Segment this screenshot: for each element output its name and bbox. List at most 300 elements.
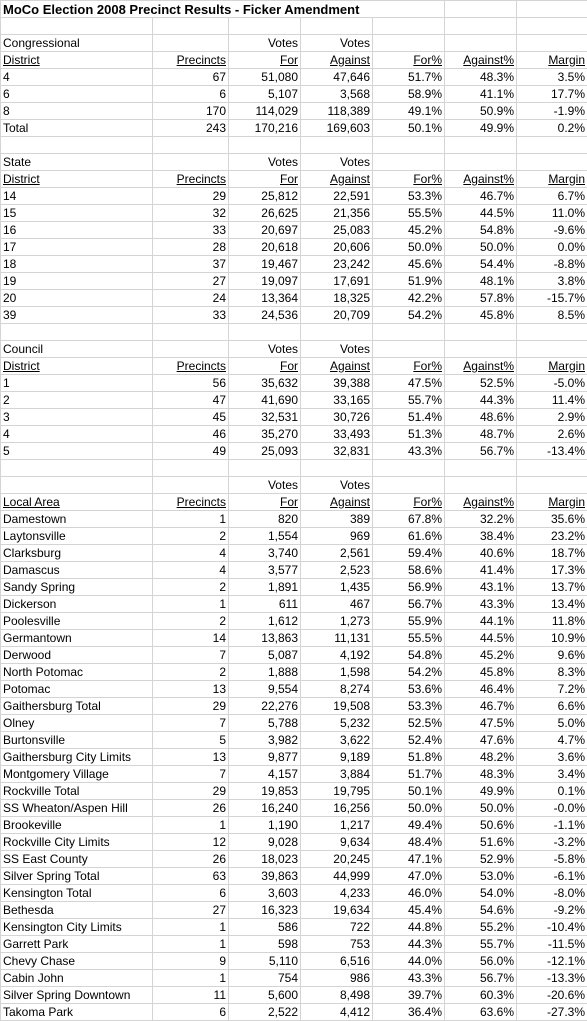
cell[interactable] (1, 137, 153, 154)
cell-against-pct[interactable]: 41.4% (445, 562, 517, 579)
cell-district[interactable]: 2 (1, 392, 153, 409)
cell-margin[interactable]: -6.1% (517, 868, 587, 885)
column-header-precincts[interactable]: Precincts (153, 358, 229, 375)
cell-margin[interactable]: -13.3% (517, 970, 587, 987)
cell-precincts[interactable]: 26 (153, 851, 229, 868)
cell-margin[interactable]: 5.0% (517, 715, 587, 732)
cell-margin[interactable]: 2.9% (517, 409, 587, 426)
cell-district[interactable]: 5 (1, 443, 153, 460)
cell-votes-against[interactable]: 9,634 (301, 834, 373, 851)
cell-precincts[interactable]: 6 (153, 1004, 229, 1021)
cell-votes-against[interactable]: 8,274 (301, 681, 373, 698)
cell-precincts[interactable]: 47 (153, 392, 229, 409)
cell-precincts[interactable]: 11 (153, 987, 229, 1004)
cell-margin[interactable]: 11.4% (517, 392, 587, 409)
votes-label[interactable]: Votes (229, 477, 301, 494)
cell-precincts[interactable]: 12 (153, 834, 229, 851)
cell-votes-for[interactable]: 19,467 (229, 256, 301, 273)
cell-against-pct[interactable]: 50.0% (445, 239, 517, 256)
cell-district[interactable]: 6 (1, 86, 153, 103)
cell-against-pct[interactable]: 63.6% (445, 1004, 517, 1021)
cell-against-pct[interactable]: 48.2% (445, 749, 517, 766)
cell-precincts[interactable]: 29 (153, 783, 229, 800)
cell-for-pct[interactable]: 55.5% (373, 630, 445, 647)
cell-precincts[interactable]: 1 (153, 817, 229, 834)
cell-district[interactable]: 16 (1, 222, 153, 239)
cell-votes-for[interactable]: 22,276 (229, 698, 301, 715)
column-header-district[interactable]: District (1, 358, 153, 375)
cell-votes-for[interactable]: 19,853 (229, 783, 301, 800)
cell-district[interactable]: Sandy Spring (1, 579, 153, 596)
cell-district[interactable]: 20 (1, 290, 153, 307)
cell-votes-against[interactable]: 6,516 (301, 953, 373, 970)
cell-precincts[interactable]: 2 (153, 664, 229, 681)
cell-against-pct[interactable]: 32.2% (445, 511, 517, 528)
cell-votes-against[interactable]: 44,999 (301, 868, 373, 885)
cell-precincts[interactable]: 9 (153, 953, 229, 970)
cell-margin[interactable]: 13.7% (517, 579, 587, 596)
cell-votes-for[interactable]: 1,190 (229, 817, 301, 834)
cell-votes-against[interactable]: 4,233 (301, 885, 373, 902)
cell-for-pct[interactable]: 54.2% (373, 307, 445, 324)
cell-against-pct[interactable]: 52.9% (445, 851, 517, 868)
cell-precincts[interactable]: 4 (153, 545, 229, 562)
cell[interactable] (445, 137, 517, 154)
cell-votes-against[interactable]: 23,242 (301, 256, 373, 273)
cell-against-pct[interactable]: 44.5% (445, 630, 517, 647)
cell-votes-for[interactable]: 9,877 (229, 749, 301, 766)
cell-precincts[interactable]: 56 (153, 375, 229, 392)
cell-margin[interactable]: -3.2% (517, 834, 587, 851)
cell-margin[interactable]: -1.1% (517, 817, 587, 834)
cell-for-pct[interactable]: 51.7% (373, 69, 445, 86)
cell-votes-for[interactable]: 9,554 (229, 681, 301, 698)
cell-margin[interactable]: 13.4% (517, 596, 587, 613)
cell[interactable] (153, 18, 229, 35)
cell-votes-against[interactable]: 753 (301, 936, 373, 953)
cell-district[interactable]: Kensington Total (1, 885, 153, 902)
cell-for-pct[interactable]: 51.7% (373, 766, 445, 783)
cell-precincts[interactable]: 7 (153, 647, 229, 664)
cell-votes-against[interactable]: 21,356 (301, 205, 373, 222)
cell-votes-against[interactable]: 1,435 (301, 579, 373, 596)
cell-against-pct[interactable]: 48.3% (445, 766, 517, 783)
cell-precincts[interactable]: 32 (153, 205, 229, 222)
cell-votes-against[interactable]: 17,691 (301, 273, 373, 290)
cell-votes-for[interactable]: 1,554 (229, 528, 301, 545)
column-header-district[interactable]: District (1, 52, 153, 69)
cell-margin[interactable]: 0.1% (517, 783, 587, 800)
cell-district[interactable]: SS East County (1, 851, 153, 868)
cell-margin[interactable]: 17.3% (517, 562, 587, 579)
cell[interactable] (1, 324, 153, 341)
cell-against-pct[interactable]: 44.5% (445, 205, 517, 222)
cell-margin[interactable]: 6.6% (517, 698, 587, 715)
column-header-district[interactable]: District (1, 171, 153, 188)
cell[interactable] (373, 341, 445, 358)
cell-votes-for[interactable]: 24,536 (229, 307, 301, 324)
cell[interactable] (229, 324, 301, 341)
cell-votes-against[interactable]: 2,523 (301, 562, 373, 579)
cell[interactable] (153, 137, 229, 154)
cell-votes-for[interactable]: 3,982 (229, 732, 301, 749)
cell-for-pct[interactable]: 49.4% (373, 817, 445, 834)
cell-for-pct[interactable]: 47.0% (373, 868, 445, 885)
cell-votes-for[interactable]: 5,600 (229, 987, 301, 1004)
cell-precincts[interactable]: 33 (153, 222, 229, 239)
cell[interactable] (301, 460, 373, 477)
cell-margin[interactable]: 3.5% (517, 69, 587, 86)
cell-margin[interactable]: 3.8% (517, 273, 587, 290)
cell-district[interactable]: Olney (1, 715, 153, 732)
cell-votes-against[interactable]: 32,831 (301, 443, 373, 460)
cell-district[interactable]: Derwood (1, 647, 153, 664)
cell-for-pct[interactable]: 44.8% (373, 919, 445, 936)
cell-for-pct[interactable]: 36.4% (373, 1004, 445, 1021)
cell-votes-against[interactable]: 33,165 (301, 392, 373, 409)
cell[interactable] (517, 460, 587, 477)
cell-district[interactable]: Gaithersburg Total (1, 698, 153, 715)
cell-for-pct[interactable]: 50.1% (373, 783, 445, 800)
cell-votes-for[interactable]: 35,270 (229, 426, 301, 443)
cell-votes-for[interactable]: 20,618 (229, 239, 301, 256)
cell-district[interactable]: Dickerson (1, 596, 153, 613)
cell-for-pct[interactable]: 52.5% (373, 715, 445, 732)
cell-for-pct[interactable]: 46.0% (373, 885, 445, 902)
cell-precincts[interactable]: 2 (153, 613, 229, 630)
cell-margin[interactable]: -5.8% (517, 851, 587, 868)
cell-against-pct[interactable]: 41.1% (445, 86, 517, 103)
column-header-against-pct[interactable]: Against% (445, 358, 517, 375)
cell-district[interactable]: Silver Spring Downtown (1, 987, 153, 1004)
cell-votes-against[interactable]: 22,591 (301, 188, 373, 205)
cell[interactable] (229, 18, 301, 35)
cell[interactable] (445, 324, 517, 341)
cell[interactable] (517, 324, 587, 341)
cell-against-pct[interactable]: 48.6% (445, 409, 517, 426)
cell-precincts[interactable]: 14 (153, 630, 229, 647)
cell-for-pct[interactable]: 47.5% (373, 375, 445, 392)
cell-against-pct[interactable]: 46.7% (445, 188, 517, 205)
cell[interactable] (373, 154, 445, 171)
cell-against-pct[interactable]: 48.7% (445, 426, 517, 443)
cell-precincts[interactable]: 67 (153, 69, 229, 86)
cell-district[interactable]: North Potomac (1, 664, 153, 681)
cell-for-pct[interactable]: 56.9% (373, 579, 445, 596)
column-header-votes-against[interactable]: Against (301, 171, 373, 188)
cell-margin[interactable]: 9.6% (517, 647, 587, 664)
cell-votes-against[interactable]: 3,884 (301, 766, 373, 783)
cell-margin[interactable]: 10.9% (517, 630, 587, 647)
cell-precincts[interactable]: 49 (153, 443, 229, 460)
cell-votes-for[interactable]: 39,863 (229, 868, 301, 885)
cell-against-pct[interactable]: 51.6% (445, 834, 517, 851)
cell-margin[interactable]: -27.3% (517, 1004, 587, 1021)
cell-margin[interactable]: 3.6% (517, 749, 587, 766)
cell[interactable] (1, 460, 153, 477)
cell-votes-for[interactable]: 26,625 (229, 205, 301, 222)
cell-votes-for[interactable]: 5,087 (229, 647, 301, 664)
cell-district[interactable]: 4 (1, 69, 153, 86)
cell-district[interactable]: Clarksburg (1, 545, 153, 562)
cell-votes-for[interactable]: 820 (229, 511, 301, 528)
cell-margin[interactable]: 17.7% (517, 86, 587, 103)
cell-votes-for[interactable]: 9,028 (229, 834, 301, 851)
cell-district[interactable]: Kensington City Limits (1, 919, 153, 936)
cell-votes-against[interactable]: 969 (301, 528, 373, 545)
cell-precincts[interactable]: 33 (153, 307, 229, 324)
cell[interactable] (445, 18, 517, 35)
cell[interactable] (517, 35, 587, 52)
cell-margin[interactable]: 7.2% (517, 681, 587, 698)
cell-for-pct[interactable]: 58.6% (373, 562, 445, 579)
cell-district[interactable]: Silver Spring Total (1, 868, 153, 885)
cell-against-pct[interactable]: 47.6% (445, 732, 517, 749)
cell-margin[interactable]: 11.0% (517, 205, 587, 222)
column-header-votes-for[interactable]: For (229, 52, 301, 69)
column-header-district[interactable]: Local Area (1, 494, 153, 511)
cell-margin[interactable]: 0.2% (517, 120, 587, 137)
cell-votes-against[interactable]: 4,412 (301, 1004, 373, 1021)
cell-against-pct[interactable]: 56.0% (445, 953, 517, 970)
cell[interactable] (229, 137, 301, 154)
cell-precincts[interactable]: 7 (153, 715, 229, 732)
cell-votes-for[interactable]: 25,093 (229, 443, 301, 460)
cell-margin[interactable]: 0.0% (517, 239, 587, 256)
cell-votes-for[interactable]: 35,632 (229, 375, 301, 392)
cell-votes-against[interactable]: 16,256 (301, 800, 373, 817)
cell-precincts[interactable]: 6 (153, 86, 229, 103)
cell-votes-for[interactable]: 20,697 (229, 222, 301, 239)
cell-margin[interactable]: -10.4% (517, 919, 587, 936)
cell-votes-for[interactable]: 598 (229, 936, 301, 953)
cell-against-pct[interactable]: 54.6% (445, 902, 517, 919)
cell-for-pct[interactable]: 50.0% (373, 800, 445, 817)
cell-votes-against[interactable]: 1,217 (301, 817, 373, 834)
cell-votes-for[interactable]: 114,029 (229, 103, 301, 120)
cell-margin[interactable]: -12.1% (517, 953, 587, 970)
cell-votes-against[interactable]: 39,388 (301, 375, 373, 392)
cell[interactable] (153, 154, 229, 171)
cell-for-pct[interactable]: 43.3% (373, 443, 445, 460)
cell-against-pct[interactable]: 43.3% (445, 596, 517, 613)
cell-precincts[interactable]: 27 (153, 902, 229, 919)
cell-votes-against[interactable]: 8,498 (301, 987, 373, 1004)
cell-votes-for[interactable]: 51,080 (229, 69, 301, 86)
cell-district[interactable]: Cabin John (1, 970, 153, 987)
cell[interactable] (373, 460, 445, 477)
cell-district[interactable]: Germantown (1, 630, 153, 647)
cell-for-pct[interactable]: 58.9% (373, 86, 445, 103)
section-group-label[interactable]: State (1, 154, 153, 171)
cell-for-pct[interactable]: 44.0% (373, 953, 445, 970)
cell-margin[interactable]: -8.8% (517, 256, 587, 273)
cell-margin[interactable]: 8.3% (517, 664, 587, 681)
cell-margin[interactable]: -0.0% (517, 800, 587, 817)
cell-against-pct[interactable]: 50.6% (445, 817, 517, 834)
cell-for-pct[interactable]: 49.1% (373, 103, 445, 120)
cell[interactable] (301, 137, 373, 154)
cell-for-pct[interactable]: 56.7% (373, 596, 445, 613)
cell-margin[interactable]: 6.7% (517, 188, 587, 205)
cell-against-pct[interactable]: 40.6% (445, 545, 517, 562)
cell-against-pct[interactable]: 55.2% (445, 919, 517, 936)
cell-votes-against[interactable]: 20,709 (301, 307, 373, 324)
cell-against-pct[interactable]: 45.8% (445, 664, 517, 681)
cell-votes-for[interactable]: 1,891 (229, 579, 301, 596)
cell-precincts[interactable]: 29 (153, 698, 229, 715)
cell-district[interactable]: 15 (1, 205, 153, 222)
column-header-for-pct[interactable]: For% (373, 52, 445, 69)
cell-votes-against[interactable]: 986 (301, 970, 373, 987)
cell-votes-against[interactable]: 1,598 (301, 664, 373, 681)
cell[interactable] (517, 1, 587, 18)
cell-votes-for[interactable]: 1,612 (229, 613, 301, 630)
cell-margin[interactable]: 11.8% (517, 613, 587, 630)
cell[interactable] (445, 35, 517, 52)
column-header-precincts[interactable]: Precincts (153, 494, 229, 511)
cell-votes-against[interactable]: 11,131 (301, 630, 373, 647)
votes-label[interactable]: Votes (301, 341, 373, 358)
cell-votes-against[interactable]: 18,325 (301, 290, 373, 307)
cell-margin[interactable]: -15.7% (517, 290, 587, 307)
cell-for-pct[interactable]: 48.4% (373, 834, 445, 851)
column-header-votes-for[interactable]: For (229, 171, 301, 188)
cell-for-pct[interactable]: 54.2% (373, 664, 445, 681)
column-header-for-pct[interactable]: For% (373, 494, 445, 511)
cell-votes-against[interactable]: 20,245 (301, 851, 373, 868)
votes-label[interactable]: Votes (229, 154, 301, 171)
cell-for-pct[interactable]: 55.5% (373, 205, 445, 222)
cell-against-pct[interactable]: 55.7% (445, 936, 517, 953)
cell-votes-against[interactable]: 25,083 (301, 222, 373, 239)
cell-for-pct[interactable]: 53.3% (373, 188, 445, 205)
cell-votes-against[interactable]: 3,568 (301, 86, 373, 103)
cell-votes-for[interactable]: 5,110 (229, 953, 301, 970)
cell-precincts[interactable]: 7 (153, 766, 229, 783)
cell-precincts[interactable]: 1 (153, 511, 229, 528)
cell-precincts[interactable]: 13 (153, 681, 229, 698)
cell-for-pct[interactable]: 50.0% (373, 239, 445, 256)
cell-against-pct[interactable]: 44.1% (445, 613, 517, 630)
column-header-votes-for[interactable]: For (229, 494, 301, 511)
cell-votes-for[interactable]: 4,157 (229, 766, 301, 783)
cell-against-pct[interactable]: 50.9% (445, 103, 517, 120)
cell-against-pct[interactable]: 46.7% (445, 698, 517, 715)
cell-district[interactable]: Laytonsville (1, 528, 153, 545)
cell-margin[interactable]: -13.4% (517, 443, 587, 460)
cell-margin[interactable]: -9.6% (517, 222, 587, 239)
cell-district[interactable]: 17 (1, 239, 153, 256)
cell-votes-against[interactable]: 19,634 (301, 902, 373, 919)
cell-against-pct[interactable]: 56.7% (445, 443, 517, 460)
cell-for-pct[interactable]: 51.8% (373, 749, 445, 766)
column-header-against-pct[interactable]: Against% (445, 494, 517, 511)
cell-votes-for[interactable]: 19,097 (229, 273, 301, 290)
cell-against-pct[interactable]: 45.8% (445, 307, 517, 324)
section-group-label[interactable]: Council (1, 341, 153, 358)
cell-for-pct[interactable]: 50.1% (373, 120, 445, 137)
cell-against-pct[interactable]: 43.1% (445, 579, 517, 596)
cell-margin[interactable]: 8.5% (517, 307, 587, 324)
cell[interactable] (373, 324, 445, 341)
cell-margin[interactable]: -5.0% (517, 375, 587, 392)
section-group-label[interactable]: Congressional (1, 35, 153, 52)
cell-margin[interactable]: -20.6% (517, 987, 587, 1004)
cell-votes-against[interactable]: 30,726 (301, 409, 373, 426)
cell-for-pct[interactable]: 67.8% (373, 511, 445, 528)
cell-for-pct[interactable]: 51.4% (373, 409, 445, 426)
cell-precincts[interactable]: 2 (153, 528, 229, 545)
cell-district[interactable]: 1 (1, 375, 153, 392)
cell-for-pct[interactable]: 51.9% (373, 273, 445, 290)
cell[interactable] (229, 460, 301, 477)
cell-precincts[interactable]: 37 (153, 256, 229, 273)
section-group-label[interactable] (1, 477, 153, 494)
cell-margin[interactable]: -8.0% (517, 885, 587, 902)
cell-for-pct[interactable]: 45.4% (373, 902, 445, 919)
column-header-for-pct[interactable]: For% (373, 171, 445, 188)
cell-votes-for[interactable]: 41,690 (229, 392, 301, 409)
votes-label[interactable]: Votes (229, 35, 301, 52)
cell[interactable] (517, 18, 587, 35)
cell-district[interactable]: Burtonsville (1, 732, 153, 749)
column-header-margin[interactable]: Margin (517, 494, 587, 511)
cell-votes-against[interactable]: 5,232 (301, 715, 373, 732)
cell-against-pct[interactable]: 49.9% (445, 120, 517, 137)
cell-margin[interactable]: 3.4% (517, 766, 587, 783)
cell-votes-for[interactable]: 611 (229, 596, 301, 613)
column-header-for-pct[interactable]: For% (373, 358, 445, 375)
cell-votes-against[interactable]: 467 (301, 596, 373, 613)
cell-for-pct[interactable]: 39.7% (373, 987, 445, 1004)
cell-against-pct[interactable]: 60.3% (445, 987, 517, 1004)
cell-votes-for[interactable]: 3,577 (229, 562, 301, 579)
cell-against-pct[interactable]: 54.8% (445, 222, 517, 239)
cell-precincts[interactable]: 1 (153, 970, 229, 987)
column-header-margin[interactable]: Margin (517, 358, 587, 375)
cell-district[interactable]: 19 (1, 273, 153, 290)
cell-votes-for[interactable]: 3,603 (229, 885, 301, 902)
cell-district[interactable]: Damestown (1, 511, 153, 528)
cell[interactable] (445, 154, 517, 171)
cell-for-pct[interactable]: 45.2% (373, 222, 445, 239)
cell-votes-for[interactable]: 25,812 (229, 188, 301, 205)
cell-for-pct[interactable]: 55.7% (373, 392, 445, 409)
cell-for-pct[interactable]: 53.3% (373, 698, 445, 715)
sheet-title[interactable]: MoCo Election 2008 Precinct Results - Ficker Amendment (1, 1, 445, 18)
cell[interactable] (517, 154, 587, 171)
cell-votes-against[interactable]: 19,508 (301, 698, 373, 715)
column-header-votes-for[interactable]: For (229, 358, 301, 375)
cell-for-pct[interactable]: 61.6% (373, 528, 445, 545)
cell-for-pct[interactable]: 59.4% (373, 545, 445, 562)
cell-district[interactable]: 4 (1, 426, 153, 443)
cell-for-pct[interactable]: 51.3% (373, 426, 445, 443)
column-header-precincts[interactable]: Precincts (153, 171, 229, 188)
cell-margin[interactable]: -9.2% (517, 902, 587, 919)
cell[interactable] (301, 18, 373, 35)
cell-margin[interactable]: 2.6% (517, 426, 587, 443)
cell-district[interactable]: Rockville Total (1, 783, 153, 800)
cell-margin[interactable]: 4.7% (517, 732, 587, 749)
cell-votes-against[interactable]: 389 (301, 511, 373, 528)
cell-against-pct[interactable]: 56.7% (445, 970, 517, 987)
cell-votes-for[interactable]: 16,323 (229, 902, 301, 919)
cell-district[interactable]: 39 (1, 307, 153, 324)
cell-votes-against[interactable]: 19,795 (301, 783, 373, 800)
cell-against-pct[interactable]: 49.9% (445, 783, 517, 800)
